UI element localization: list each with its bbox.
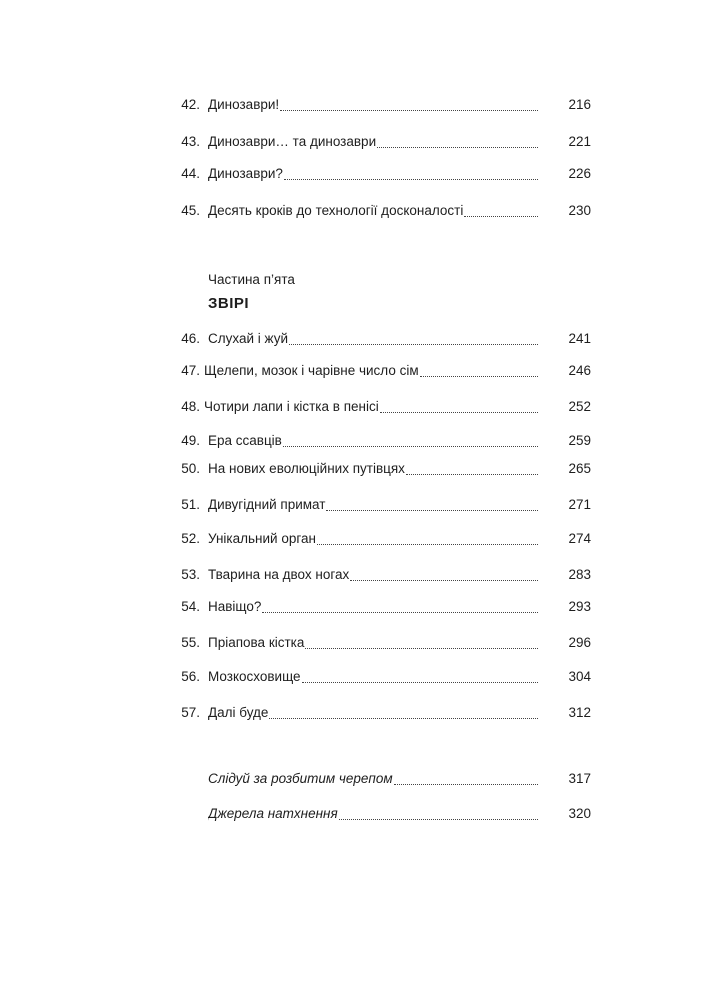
dot-leader (339, 818, 538, 820)
dot-leader (283, 445, 538, 447)
chapter-number: 52. (181, 531, 200, 546)
page-number: 246 (568, 363, 591, 378)
toc-entry (0, 396, 728, 418)
toc-entry (0, 94, 728, 116)
page-number: 216 (568, 97, 591, 112)
chapter-title: Тварина на двох ногах (208, 567, 350, 582)
page-number: 252 (568, 399, 591, 414)
toc-entry (0, 564, 728, 586)
page-number: 312 (568, 705, 591, 720)
chapter-title: Слухай і жуй (208, 331, 288, 346)
back-matter-title: Слідуй за розбитим черепом (208, 771, 393, 786)
page-number: 317 (568, 771, 591, 786)
page-number: 265 (568, 461, 591, 476)
chapter-title: Далі буде (208, 705, 269, 720)
toc-entry (0, 596, 728, 618)
dot-leader (302, 681, 538, 683)
dot-leader (420, 375, 538, 377)
chapter-title: Навіщо? (208, 599, 262, 614)
chapter-title: Ера ссавців (208, 433, 282, 448)
back-matter-title: Джерела натхнення (208, 806, 338, 821)
chapter-number: 51. (181, 497, 200, 512)
chapter-title: Десять кроків до технології досконалості (208, 203, 464, 218)
dot-leader (284, 178, 538, 180)
toc-entry (0, 632, 728, 654)
chapter-title: Унікальний орган (208, 531, 316, 546)
dot-leader (269, 717, 538, 719)
dot-leader (377, 146, 538, 148)
chapter-number: 57. (181, 705, 200, 720)
page-number: 320 (568, 806, 591, 821)
dot-leader (464, 215, 538, 217)
toc-entry (0, 666, 728, 688)
toc-entry (0, 200, 728, 222)
chapter-number: 42. (181, 97, 200, 112)
dot-leader (317, 543, 538, 545)
chapter-title: На нових еволюційних путівцях (208, 461, 405, 476)
toc-entry (0, 528, 728, 550)
chapter-number: 54. (181, 599, 200, 614)
toc-entry (0, 458, 728, 480)
dot-leader (289, 343, 538, 345)
chapter-title: Щелепи, мозок і чарівне число сім (204, 363, 419, 378)
part-title: ЗВІРІ (208, 295, 250, 312)
page-number: 226 (568, 166, 591, 181)
chapter-title: Дивугідний примат (208, 497, 326, 512)
page-number: 221 (568, 134, 591, 149)
chapter-title: Мозкосховище (208, 669, 301, 684)
toc-entry-back-matter (0, 768, 728, 790)
toc-entry (0, 430, 728, 452)
chapter-number: 50. (181, 461, 200, 476)
page-number: 296 (568, 635, 591, 650)
chapter-number: 44. (181, 166, 200, 181)
page-number: 304 (568, 669, 591, 684)
chapter-number: 47. (181, 363, 200, 378)
chapter-number: 48. (181, 399, 200, 414)
toc-entry (0, 702, 728, 724)
dot-leader (305, 647, 538, 649)
chapter-number: 45. (181, 203, 200, 218)
chapter-title: Динозаври? (208, 166, 283, 181)
chapter-title: Динозаври! (208, 97, 280, 112)
part-label: Частина п’ята (208, 272, 295, 287)
page-number: 241 (568, 331, 591, 346)
dot-leader (350, 579, 538, 581)
toc-entry (0, 131, 728, 153)
toc-entry (0, 360, 728, 382)
page-number: 293 (568, 599, 591, 614)
chapter-title: Чотири лапи і кістка в пенісі (204, 399, 379, 414)
toc-entry (0, 328, 728, 350)
chapter-number: 46. (181, 331, 200, 346)
page-number: 259 (568, 433, 591, 448)
toc-entry-back-matter (0, 803, 728, 825)
chapter-number: 53. (181, 567, 200, 582)
page-number: 283 (568, 567, 591, 582)
chapter-number: 43. (181, 134, 200, 149)
chapter-number: 49. (181, 433, 200, 448)
dot-leader (280, 109, 538, 111)
page-number: 271 (568, 497, 591, 512)
dot-leader (394, 783, 538, 785)
chapter-number: 56. (181, 669, 200, 684)
page-number: 274 (568, 531, 591, 546)
toc-entry (0, 163, 728, 185)
chapter-title: Динозаври… та динозаври (208, 134, 377, 149)
dot-leader (380, 411, 538, 413)
dot-leader (326, 509, 538, 511)
page-number: 230 (568, 203, 591, 218)
dot-leader (262, 611, 538, 613)
chapter-title: Пріапова кістка (208, 635, 305, 650)
chapter-number: 55. (181, 635, 200, 650)
dot-leader (406, 473, 538, 475)
toc-entry (0, 494, 728, 516)
